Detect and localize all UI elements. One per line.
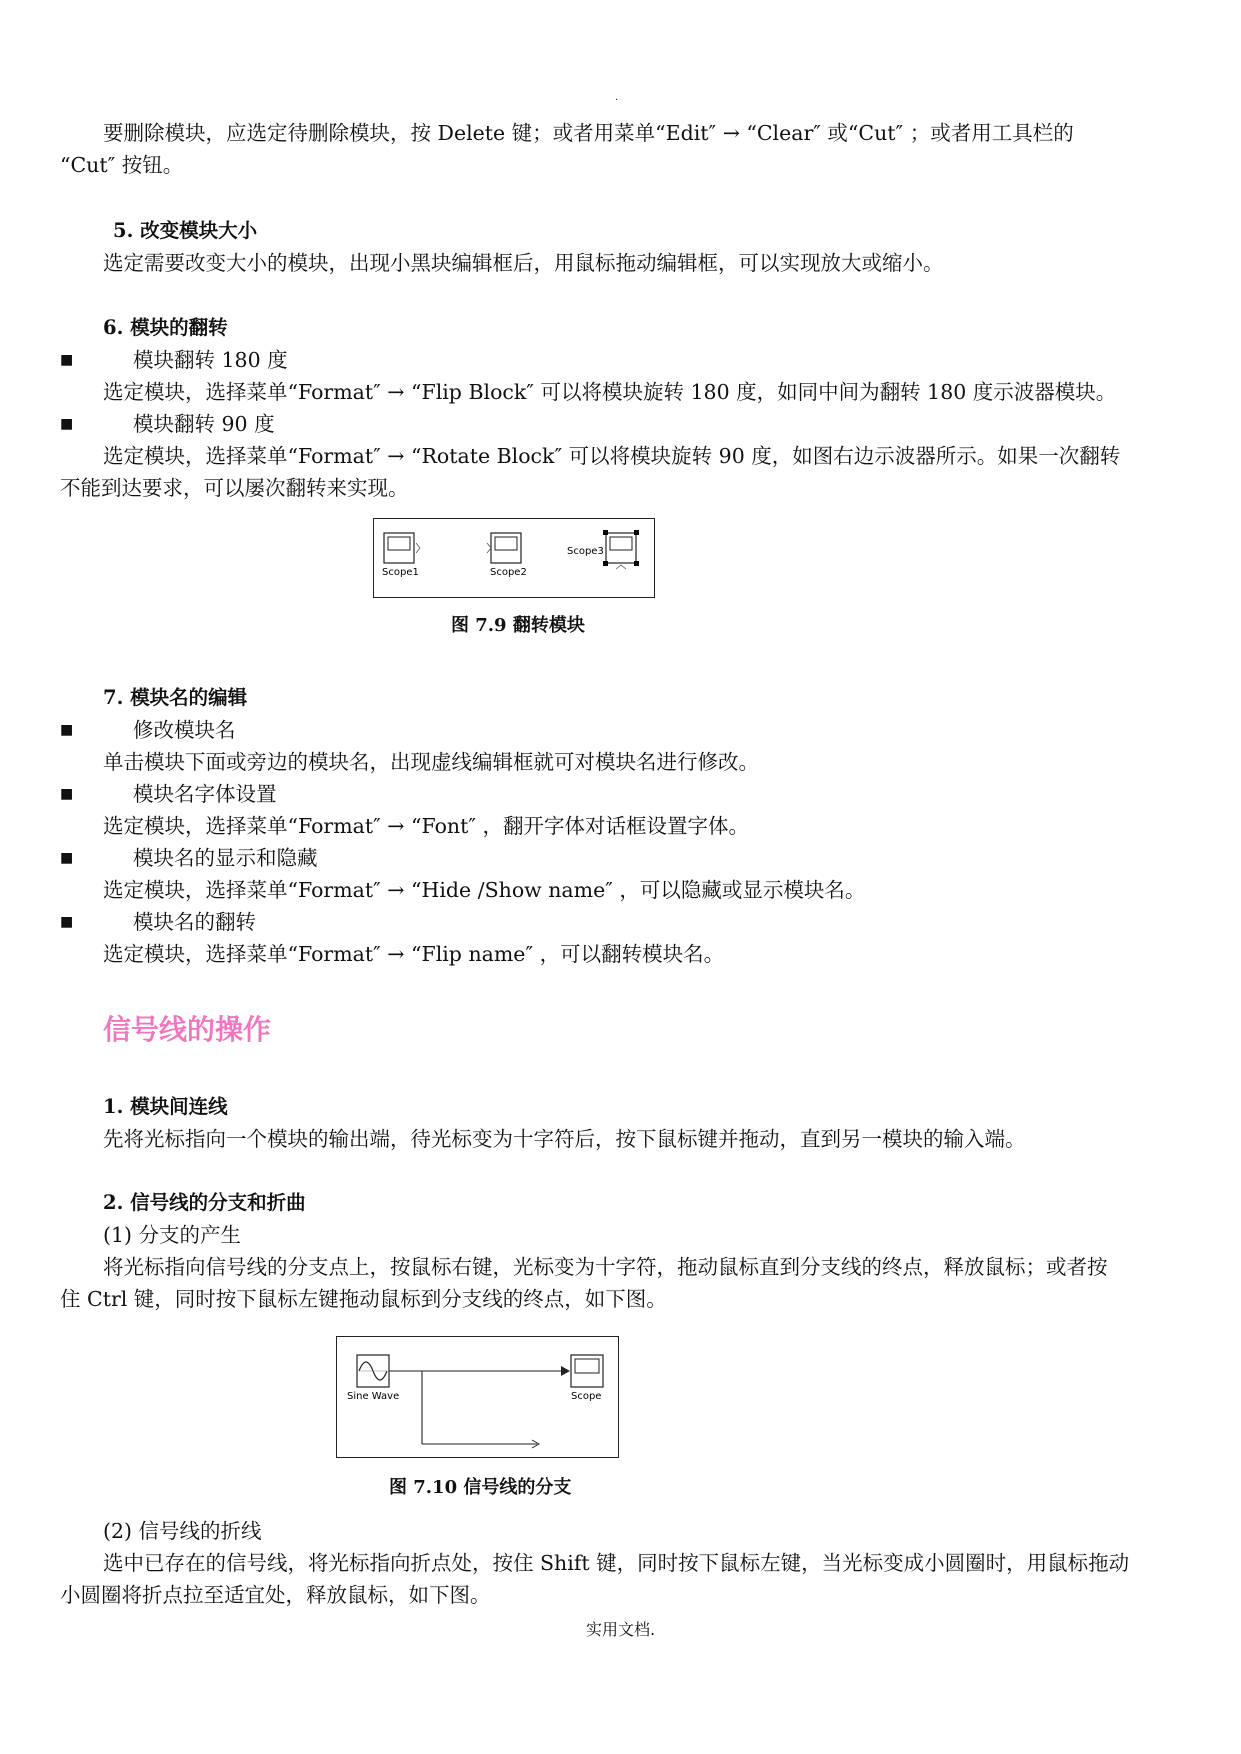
- n2-text-1-line2: 住 Ctrl 键，同时按下鼠标左键拖动鼠标到分支线的终点，如下图。: [60, 1287, 667, 1311]
- bullet-icon: ■: [60, 722, 74, 738]
- section-5-title: 5. 改变模块大小: [113, 219, 258, 242]
- scope3-label: Scope3: [567, 546, 604, 557]
- n1-title: 1. 模块间连线: [103, 1095, 228, 1118]
- section-5-text: 选定需要改变大小的模块，出现小黑块编辑框后，用鼠标拖动编辑框，可以实现放大或缩小。: [103, 251, 944, 275]
- section-7-bullet-4: 模块名的翻转: [133, 910, 256, 934]
- n1-text: 先将光标指向一个模块的输出端，待光标变为十字符后，按下鼠标键并拖动，直到另一模块的输入端。: [103, 1127, 1026, 1151]
- section-7-bullet-2: 模块名字体设置: [133, 782, 277, 806]
- n2-sub1: (1) 分支的产生: [103, 1223, 242, 1247]
- figure-signal-branch: [336, 1336, 619, 1458]
- n2-sub2: (2) 信号线的折线: [103, 1519, 262, 1543]
- n2-text-1-line1: 将光标指向信号线的分支点上，按鼠标右键，光标变为十字符，拖动鼠标直到分支线的终点，释放鼠标；或者按: [103, 1255, 1108, 1279]
- section-6-title: 6. 模块的翻转: [103, 316, 228, 339]
- section-7-bullet-1: 修改模块名: [133, 718, 236, 742]
- section-7-bullet-3: 模块名的显示和隐藏: [133, 846, 318, 870]
- scope2-block: [487, 533, 521, 563]
- figure-7-10-caption: 图 7.10 信号线的分支: [389, 1477, 572, 1498]
- scope-label: Scope: [571, 1391, 602, 1402]
- section-6-bullet-2: 模块翻转 90 度: [133, 412, 275, 436]
- section-7-title: 7. 模块名的编辑: [103, 686, 248, 709]
- n2-text-2-line1: 选中已存在的信号线，将光标指向折点处，按住 Shift 键，同时按下鼠标左键，当光标变成小圆圈时，用鼠标拖动: [103, 1551, 1130, 1575]
- bullet-icon: ■: [60, 416, 74, 432]
- section-6-text-2-line1: 选定模块，选择菜单“Format″ → “Rotate Block″ 可以将模块旋转 90 度，如图右边示波器所示。如果一次翻转: [103, 444, 1121, 468]
- section-6-bullet-1: 模块翻转 180 度: [133, 348, 288, 372]
- scope3-block: [603, 530, 639, 569]
- heading-signal-lines: 信号线的操作: [103, 1013, 272, 1046]
- header-dot: .: [615, 92, 619, 103]
- bullet-icon: ■: [60, 850, 74, 866]
- bullet-icon: ■: [60, 914, 74, 930]
- n2-title: 2. 信号线的分支和折曲: [103, 1191, 306, 1214]
- section-7-text-4: 选定模块，选择菜单“Format″ → “Flip name″ ，可以翻转模块名。: [103, 942, 725, 966]
- section-7-text-1: 单击模块下面或旁边的模块名，出现虚线编辑框就可对模块名进行修改。: [103, 750, 759, 774]
- section-6-text-1: 选定模块，选择菜单“Format″ → “Flip Block″ 可以将模块旋转 180 度，如同中间为翻转 180 度示波器模块。: [103, 380, 1117, 404]
- figure-7-9-caption: 图 7.9 翻转模块: [451, 615, 585, 636]
- n2-text-2-line2: 小圆圈将折点拉至适宜处，释放鼠标，如下图。: [60, 1583, 491, 1607]
- section-6-text-2-line2: 不能到达要求，可以屡次翻转来实现。: [60, 476, 409, 500]
- paragraph-delete-line1: 要删除模块，应选定待删除模块，按 Delete 键；或者用菜单“Edit″ → “Clear″ 或“Cut″ ；或者用工具栏的: [103, 121, 1074, 145]
- footer-text: 实用文档.: [585, 1620, 656, 1639]
- figure-flip-blocks: [373, 518, 655, 598]
- scope2-label: Scope2: [490, 567, 527, 578]
- sine-wave-block: [357, 1355, 389, 1387]
- scope-block: [571, 1355, 603, 1387]
- sine-wave-label: Sine Wave: [347, 1391, 400, 1402]
- scope1-block: [384, 533, 420, 563]
- section-7-text-2: 选定模块，选择菜单“Format″ → “Font″ ，翻开字体对话框设置字体。: [103, 814, 750, 838]
- section-7-text-3: 选定模块，选择菜单“Format″ → “Hide /Show name″ ，可以隐藏或显示模块名。: [103, 878, 866, 902]
- scope1-label: Scope1: [382, 567, 419, 578]
- bullet-icon: ■: [60, 786, 74, 802]
- paragraph-delete-line2: “Cut″ 按钮。: [60, 153, 184, 177]
- bullet-icon: ■: [60, 352, 74, 368]
